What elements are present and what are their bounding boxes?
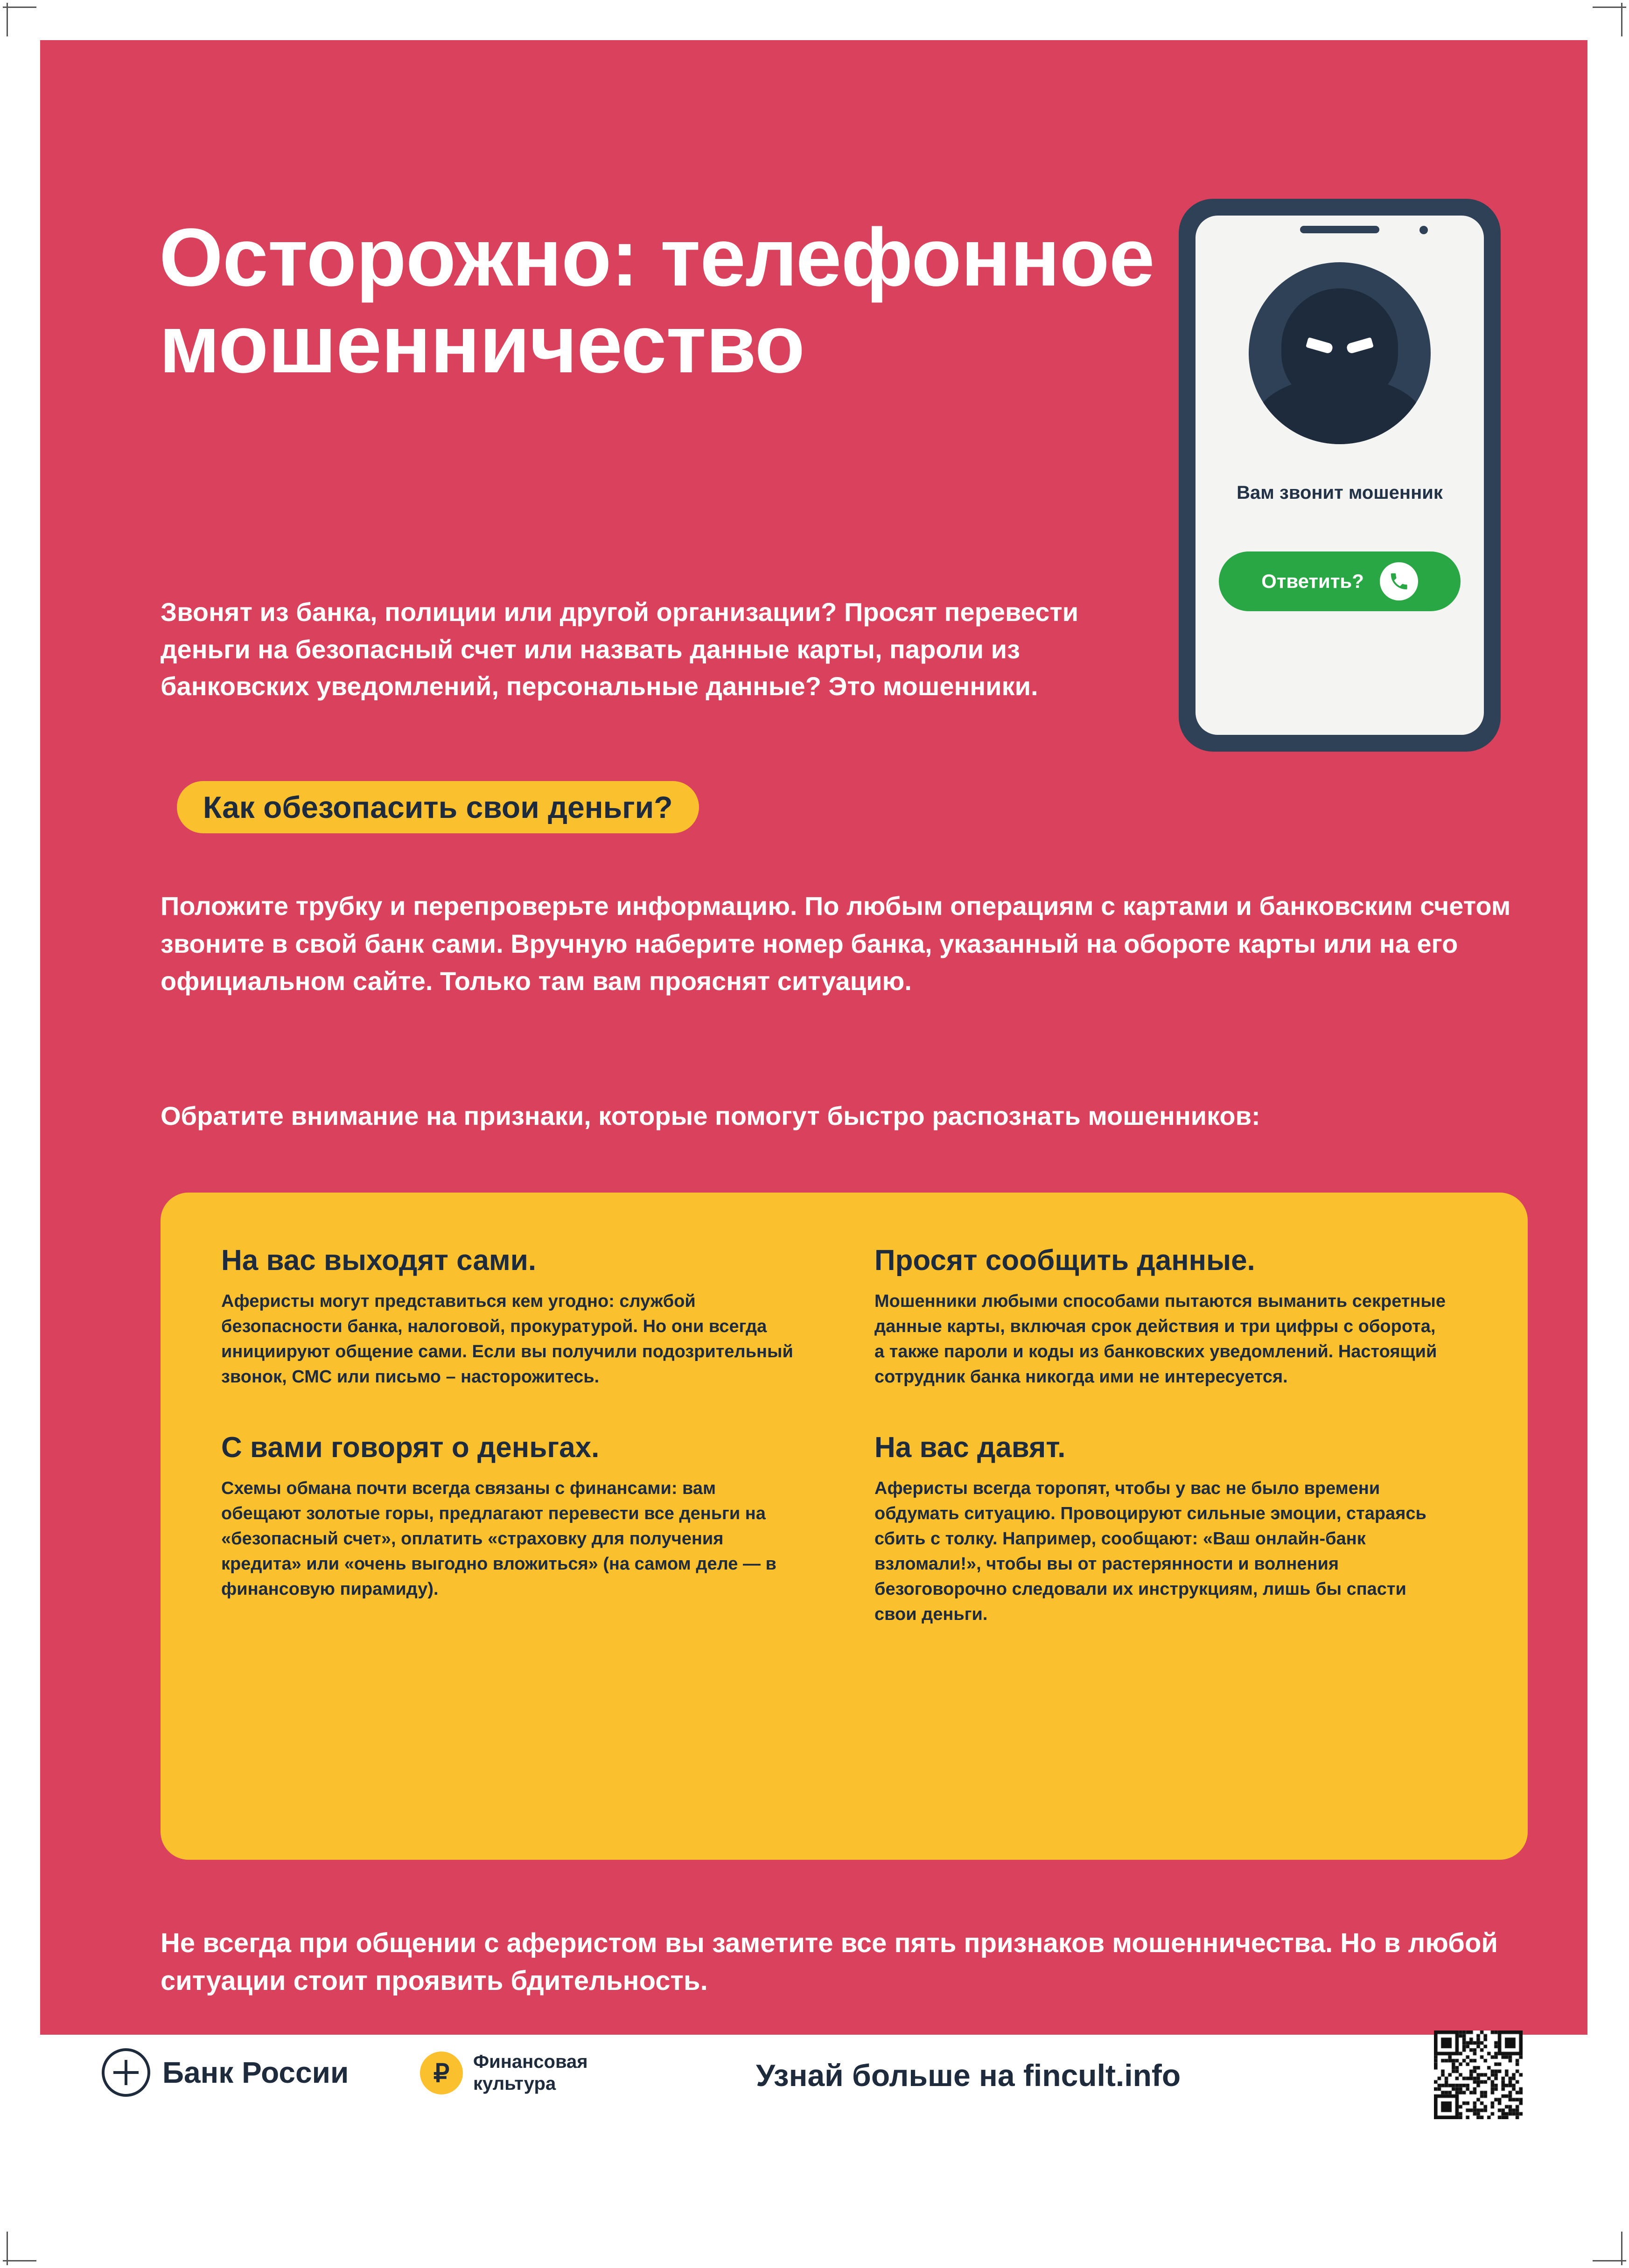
phone-icon [1380,562,1418,600]
sign-block [874,1244,1448,1390]
phone-frame [1179,199,1501,752]
answer-call-label: Ответить? [1261,570,1364,592]
closing-paragraph: Не всегда при общении с аферистом вы заметите все пять признаков мошенничества. Но в любой ситуации стоит проявить бдительность. [161,1928,1498,1996]
sign-text: Схемы обмана почти всегда связаны с финансами: вам обещают золотые горы, предлагают перевести все деньги на «безопасный счет», оплатить «страховку для получения кредита» или «очень выгодно вложиться» (на самом деле — в финансовую пирамиду). [221,1479,776,1599]
sign-title: С вами говорят о деньгах. [221,1431,600,1464]
fincult-label-line1: Финансовая [473,2052,588,2072]
hooded-fraudster-avatar [1249,262,1431,444]
section-heading-label: Как обезопасить свои деньги? [203,790,673,824]
crop-mark [7,2232,8,2265]
poster-body [40,40,1587,2228]
signs-column-right [874,1244,1448,1627]
crop-mark [1621,3,1622,36]
sign-text: Мошенники любыми способами пытаются выманить секретные данные карты, включая срок действия и три цифры с оборота, а также пароли и коды из банковских уведомлений. Настоящий сотрудник банка никогда ими не интересуется. [874,1291,1446,1387]
section-heading-pill [177,781,699,833]
sign-title: На вас давят. [874,1431,1066,1464]
sign-title: На вас выходят сами. [221,1244,537,1277]
sign-block [221,1431,795,1602]
intro-paragraph: Звонят из банка, полиции или другой организации? Просят перевести деньги на безопасный счет или назвать данные карты, пароли из банковских уведомлений, персональные данные? Это мошенники. [161,597,1079,701]
sign-text: Аферисты всегда торопят, чтобы у вас не было времени обдумать ситуацию. Провоцируют сильные эмоции, стараясь сбить с толку. Например, сообщают: «Ваш онлайн-банк взломали!», чтобы вы от растерянности и волнения безоговорочно следовали их инструкциям, лишь бы спасти свои деньги. [874,1479,1426,1625]
phone-speaker-icon [1300,226,1379,233]
shoulders-shape [1253,376,1426,444]
phone-illustration [1160,199,1515,777]
crop-mark [7,3,8,36]
bank-of-russia-logo [102,2048,349,2097]
answer-call-button[interactable] [1219,551,1461,611]
advice-paragraph: Положите трубку и перепроверьте информацию. По любым операциям с картами и банковским счетом звоните в свой банк сами. Вручную наберите номер банка, указанный на обороте карты или на его официальном сайте. Только там вам прояснят ситуацию. [161,891,1511,996]
signs-intro-paragraph: Обратите внимание на признаки, которые помогут быстро распознать мошенников: [161,1101,1260,1131]
qr-code[interactable] [1434,2031,1523,2119]
sign-block [874,1431,1448,1627]
ruble-icon: ₽ [420,2052,463,2094]
crop-mark [1621,2232,1622,2265]
cta-text: Узнай больше на fincult.info [756,2058,1181,2093]
sign-text: Аферисты могут представиться кем угодно: службой безопасности банка, налоговой, прокуратурой. Но они всегда инициируют общение сами. Если вы получили подозрительный звонок, СМС или письмо – насторожитесь. [221,1291,793,1387]
bank-of-russia-label: Банк России [162,2056,349,2089]
phone-screen [1196,216,1484,735]
fincult-label-line2: культура [473,2073,556,2094]
sign-block [221,1244,795,1390]
bank-of-russia-emblem-icon [102,2048,150,2097]
fincult-logo [420,2051,588,2095]
signs-card [161,1193,1528,1860]
signs-column-left [221,1244,795,1602]
caller-label: Вам звонит мошенник [1237,482,1443,503]
page-title: Осторожно: телефонное мошенничество [159,211,1154,391]
sign-title: Просят сообщить данные. [874,1244,1255,1277]
phone-camera-icon [1419,226,1428,234]
fincult-label [473,2051,588,2095]
